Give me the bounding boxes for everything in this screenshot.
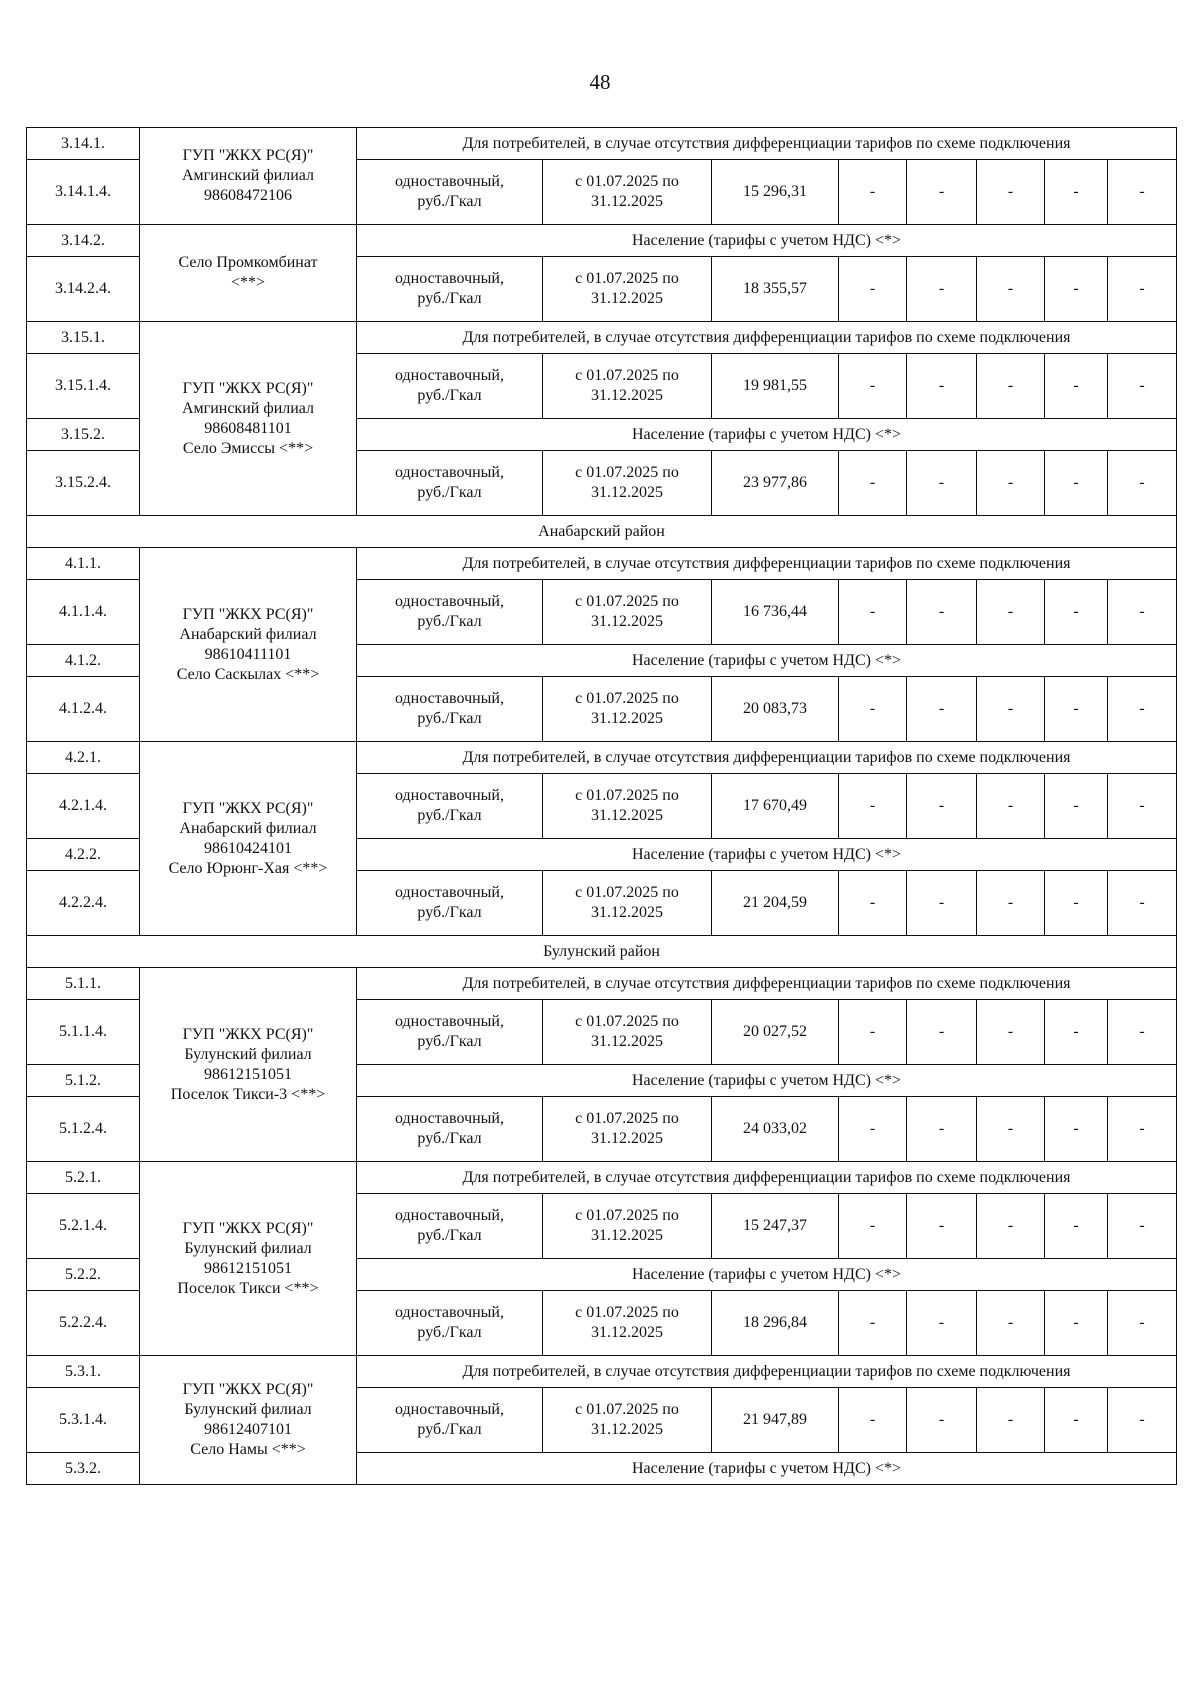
dash-cell: - (1045, 580, 1108, 645)
dash-cell: - (839, 774, 907, 839)
dash-cell: - (977, 354, 1045, 419)
org-line: Село Юрюнг-Хая <**> (168, 859, 328, 877)
org-line: Амгинский филиал (181, 167, 315, 184)
dash-cell: - (907, 580, 977, 645)
period-cell: с 01.07.2025 по 31.12.2025 (543, 160, 712, 225)
row-number: 4.1.1.4. (27, 580, 140, 645)
organization-cell (140, 1162, 357, 1356)
row-number: 5.1.1.4. (27, 1000, 140, 1065)
period-cell: с 01.07.2025 по 31.12.2025 (543, 354, 712, 419)
dash-cell: - (977, 1000, 1045, 1065)
table-row (27, 128, 1177, 160)
dash-cell: - (839, 160, 907, 225)
dash-cell: - (907, 1194, 977, 1259)
org-line: Анабарский филиал (179, 819, 317, 837)
org-line: ГУП "ЖКХ РС(Я)" (182, 379, 314, 397)
dash-cell: - (1108, 1291, 1177, 1356)
dash-cell: - (1108, 354, 1177, 419)
rate-type-cell: одноставочный, руб./Гкал (357, 1291, 543, 1356)
section-header: Для потребителей, в случае отсутствия дифференциации тарифов по схеме подключения (357, 1162, 1177, 1194)
period-cell: с 01.07.2025 по 31.12.2025 (543, 677, 712, 742)
row-number: 4.1.2.4. (27, 677, 140, 742)
dash-cell: - (1108, 871, 1177, 936)
row-number: 3.14.2.4. (27, 257, 140, 322)
row-number: 3.15.1. (27, 322, 140, 354)
period-cell: с 01.07.2025 по 31.12.2025 (543, 257, 712, 322)
period-cell: с 01.07.2025 по 31.12.2025 (543, 871, 712, 936)
org-line: Булунский филиал (184, 1239, 312, 1257)
dash-cell: - (977, 1291, 1045, 1356)
rate-type-cell: одноставочный, руб./Гкал (357, 580, 543, 645)
row-number: 5.1.2. (27, 1065, 140, 1097)
row-number: 5.3.2. (27, 1453, 140, 1485)
dash-cell: - (1045, 871, 1108, 936)
section-header: Население (тарифы с учетом НДС) <*> (357, 1453, 1177, 1485)
dash-cell: - (839, 1097, 907, 1162)
org-line: Анабарский филиал (179, 625, 317, 643)
dash-cell: - (1045, 1097, 1108, 1162)
dash-cell: - (1108, 774, 1177, 839)
dash-cell: - (907, 774, 977, 839)
row-number: 4.2.1.4. (27, 774, 140, 839)
tariff-value: 20 083,73 (712, 677, 839, 742)
organization-cell (140, 968, 357, 1162)
dash-cell: - (1108, 1000, 1177, 1065)
dash-cell: - (839, 1194, 907, 1259)
rate-type-cell: одноставочный, руб./Гкал (357, 1194, 543, 1259)
table-row (27, 1162, 1177, 1194)
region-title: Анабарский район (27, 516, 1177, 548)
row-number: 3.14.2. (27, 225, 140, 257)
tariff-value: 17 670,49 (712, 774, 839, 839)
section-header: Для потребителей, в случае отсутствия дифференциации тарифов по схеме подключения (357, 548, 1177, 580)
dash-cell: - (1108, 1388, 1177, 1453)
org-line: 98612151051 (204, 1065, 292, 1083)
dash-cell: - (907, 1291, 977, 1356)
dash-cell: - (1108, 160, 1177, 225)
org-line: 98612151051 (204, 1259, 292, 1277)
page-number: 48 (589, 70, 611, 94)
tariff-value: 24 033,02 (712, 1097, 839, 1162)
period-cell: с 01.07.2025 по 31.12.2025 (543, 580, 712, 645)
period-cell: с 01.07.2025 по 31.12.2025 (543, 1000, 712, 1065)
row-number: 3.14.1. (27, 128, 140, 160)
dash-cell: - (1045, 1194, 1108, 1259)
row-number: 3.14.1.4. (27, 160, 140, 225)
section-header: Для потребителей, в случае отсутствия дифференциации тарифов по схеме подключения (357, 128, 1177, 160)
rate-type-cell: одноставочный, руб./Гкал (357, 257, 543, 322)
region-row (27, 516, 1177, 548)
tariff-value: 18 296,84 (712, 1291, 839, 1356)
organization-cell (140, 322, 357, 516)
row-number: 5.2.1.4. (27, 1194, 140, 1259)
dash-cell: - (839, 354, 907, 419)
section-header: Население (тарифы с учетом НДС) <*> (357, 839, 1177, 871)
org-line: ГУП "ЖКХ РС(Я)" (182, 1025, 314, 1043)
tariff-value: 15 247,37 (712, 1194, 839, 1259)
dash-cell: - (907, 871, 977, 936)
section-header: Население (тарифы с учетом НДС) <*> (357, 1065, 1177, 1097)
section-header: Население (тарифы с учетом НДС) <*> (357, 645, 1177, 677)
organization-cell (140, 1356, 357, 1485)
org-line: Село Саскылах <**> (176, 665, 320, 683)
org-line: 98608472106 (204, 187, 292, 204)
org-line: <**> (230, 274, 266, 291)
dash-cell: - (1045, 1000, 1108, 1065)
organization-cell (140, 128, 357, 225)
row-number: 4.2.2. (27, 839, 140, 871)
organization-cell (140, 225, 357, 322)
dash-cell: - (907, 451, 977, 516)
tariff-value: 23 977,86 (712, 451, 839, 516)
rate-type-cell: одноставочный, руб./Гкал (357, 1097, 543, 1162)
dash-cell: - (977, 1097, 1045, 1162)
rate-type-cell: одноставочный, руб./Гкал (357, 451, 543, 516)
org-line: Село Эмиссы <**> (182, 439, 314, 457)
region-row (27, 936, 1177, 968)
section-header: Для потребителей, в случае отсутствия дифференциации тарифов по схеме подключения (357, 1356, 1177, 1388)
region-title: Булунский район (27, 936, 1177, 968)
org-line: ГУП "ЖКХ РС(Я)" (182, 799, 314, 817)
row-number: 3.15.2.4. (27, 451, 140, 516)
tariff-value: 21 947,89 (712, 1388, 839, 1453)
rate-type-cell: одноставочный, руб./Гкал (357, 871, 543, 936)
dash-cell: - (977, 451, 1045, 516)
row-number: 3.15.1.4. (27, 354, 140, 419)
dash-cell: - (839, 580, 907, 645)
table-row (27, 968, 1177, 1000)
dash-cell: - (839, 1388, 907, 1453)
row-number: 5.3.1. (27, 1356, 140, 1388)
table-row (27, 1356, 1177, 1388)
dash-cell: - (977, 774, 1045, 839)
dash-cell: - (907, 257, 977, 322)
dash-cell: - (839, 451, 907, 516)
section-header: Для потребителей, в случае отсутствия дифференциации тарифов по схеме подключения (357, 968, 1177, 1000)
period-cell: с 01.07.2025 по 31.12.2025 (543, 774, 712, 839)
org-line: Село Намы <**> (190, 1441, 306, 1458)
dash-cell: - (977, 871, 1045, 936)
dash-cell: - (839, 1000, 907, 1065)
row-number: 4.2.2.4. (27, 871, 140, 936)
org-line: ГУП "ЖКХ РС(Я)" (182, 1381, 314, 1398)
org-line: Село Промкомбинат (178, 254, 318, 271)
organization-cell (140, 548, 357, 742)
dash-cell: - (1108, 580, 1177, 645)
dash-cell: - (907, 1000, 977, 1065)
tariff-value: 20 027,52 (712, 1000, 839, 1065)
period-cell: с 01.07.2025 по 31.12.2025 (543, 1388, 712, 1453)
table-row (27, 225, 1177, 257)
dash-cell: - (1045, 774, 1108, 839)
tariff-value: 21 204,59 (712, 871, 839, 936)
dash-cell: - (907, 160, 977, 225)
org-line: ГУП "ЖКХ РС(Я)" (182, 605, 314, 623)
dash-cell: - (977, 1194, 1045, 1259)
section-header: Для потребителей, в случае отсутствия дифференциации тарифов по схеме подключения (357, 742, 1177, 774)
rate-type-cell: одноставочный, руб./Гкал (357, 1388, 543, 1453)
org-line: ГУП "ЖКХ РС(Я)" (182, 1219, 314, 1237)
organization-cell (140, 742, 357, 936)
rate-type-cell: одноставочный, руб./Гкал (357, 160, 543, 225)
dash-cell: - (1108, 677, 1177, 742)
rate-type-cell: одноставочный, руб./Гкал (357, 677, 543, 742)
dash-cell: - (839, 677, 907, 742)
section-header: Население (тарифы с учетом НДС) <*> (357, 419, 1177, 451)
tariff-table (26, 127, 1177, 1485)
dash-cell: - (1108, 451, 1177, 516)
org-line: ГУП "ЖКХ РС(Я)" (182, 147, 314, 164)
period-cell: с 01.07.2025 по 31.12.2025 (543, 1291, 712, 1356)
dash-cell: - (839, 871, 907, 936)
row-number: 5.1.1. (27, 968, 140, 1000)
dash-cell: - (1108, 1194, 1177, 1259)
dash-cell: - (907, 354, 977, 419)
dash-cell: - (907, 677, 977, 742)
dash-cell: - (1045, 1388, 1108, 1453)
rate-type-cell: одноставочный, руб./Гкал (357, 1000, 543, 1065)
section-header: Для потребителей, в случае отсутствия дифференциации тарифов по схеме подключения (357, 322, 1177, 354)
section-header: Население (тарифы с учетом НДС) <*> (357, 1259, 1177, 1291)
dash-cell: - (1045, 677, 1108, 742)
tariff-value: 16 736,44 (712, 580, 839, 645)
table-row (27, 322, 1177, 354)
dash-cell: - (1045, 1291, 1108, 1356)
org-line: 98612407101 (204, 1421, 292, 1438)
org-line: 98610424101 (204, 839, 292, 857)
dash-cell: - (977, 677, 1045, 742)
row-number: 5.2.2. (27, 1259, 140, 1291)
row-number: 4.1.1. (27, 548, 140, 580)
dash-cell: - (1045, 354, 1108, 419)
dash-cell: - (977, 257, 1045, 322)
row-number: 5.2.1. (27, 1162, 140, 1194)
tariff-value: 18 355,57 (712, 257, 839, 322)
org-line: Булунский филиал (184, 1045, 312, 1063)
row-number: 5.1.2.4. (27, 1097, 140, 1162)
row-number: 5.2.2.4. (27, 1291, 140, 1356)
tariff-value: 15 296,31 (712, 160, 839, 225)
dash-cell: - (977, 160, 1045, 225)
row-number: 3.15.2. (27, 419, 140, 451)
org-line: Поселок Тикси-3 <**> (170, 1085, 326, 1103)
dash-cell: - (907, 1097, 977, 1162)
section-header: Население (тарифы с учетом НДС) <*> (357, 225, 1177, 257)
row-number: 4.1.2. (27, 645, 140, 677)
table-row (27, 742, 1177, 774)
rate-type-cell: одноставочный, руб./Гкал (357, 774, 543, 839)
dash-cell: - (907, 1388, 977, 1453)
dash-cell: - (977, 580, 1045, 645)
dash-cell: - (1045, 451, 1108, 516)
dash-cell: - (1045, 160, 1108, 225)
org-line: Булунский филиал (184, 1401, 312, 1418)
period-cell: с 01.07.2025 по 31.12.2025 (543, 1194, 712, 1259)
table-row (27, 548, 1177, 580)
dash-cell: - (977, 1388, 1045, 1453)
org-line: 98608481101 (204, 419, 292, 437)
dash-cell: - (1045, 257, 1108, 322)
org-line: 98610411101 (204, 645, 292, 663)
rate-type-cell: одноставочный, руб./Гкал (357, 354, 543, 419)
dash-cell: - (839, 257, 907, 322)
org-line: Поселок Тикси <**> (177, 1279, 319, 1297)
period-cell: с 01.07.2025 по 31.12.2025 (543, 451, 712, 516)
period-cell: с 01.07.2025 по 31.12.2025 (543, 1097, 712, 1162)
dash-cell: - (1108, 1097, 1177, 1162)
row-number: 4.2.1. (27, 742, 140, 774)
dash-cell: - (1108, 257, 1177, 322)
tariff-value: 19 981,55 (712, 354, 839, 419)
row-number: 5.3.1.4. (27, 1388, 140, 1453)
org-line: Амгинский филиал (181, 399, 315, 417)
dash-cell: - (839, 1291, 907, 1356)
